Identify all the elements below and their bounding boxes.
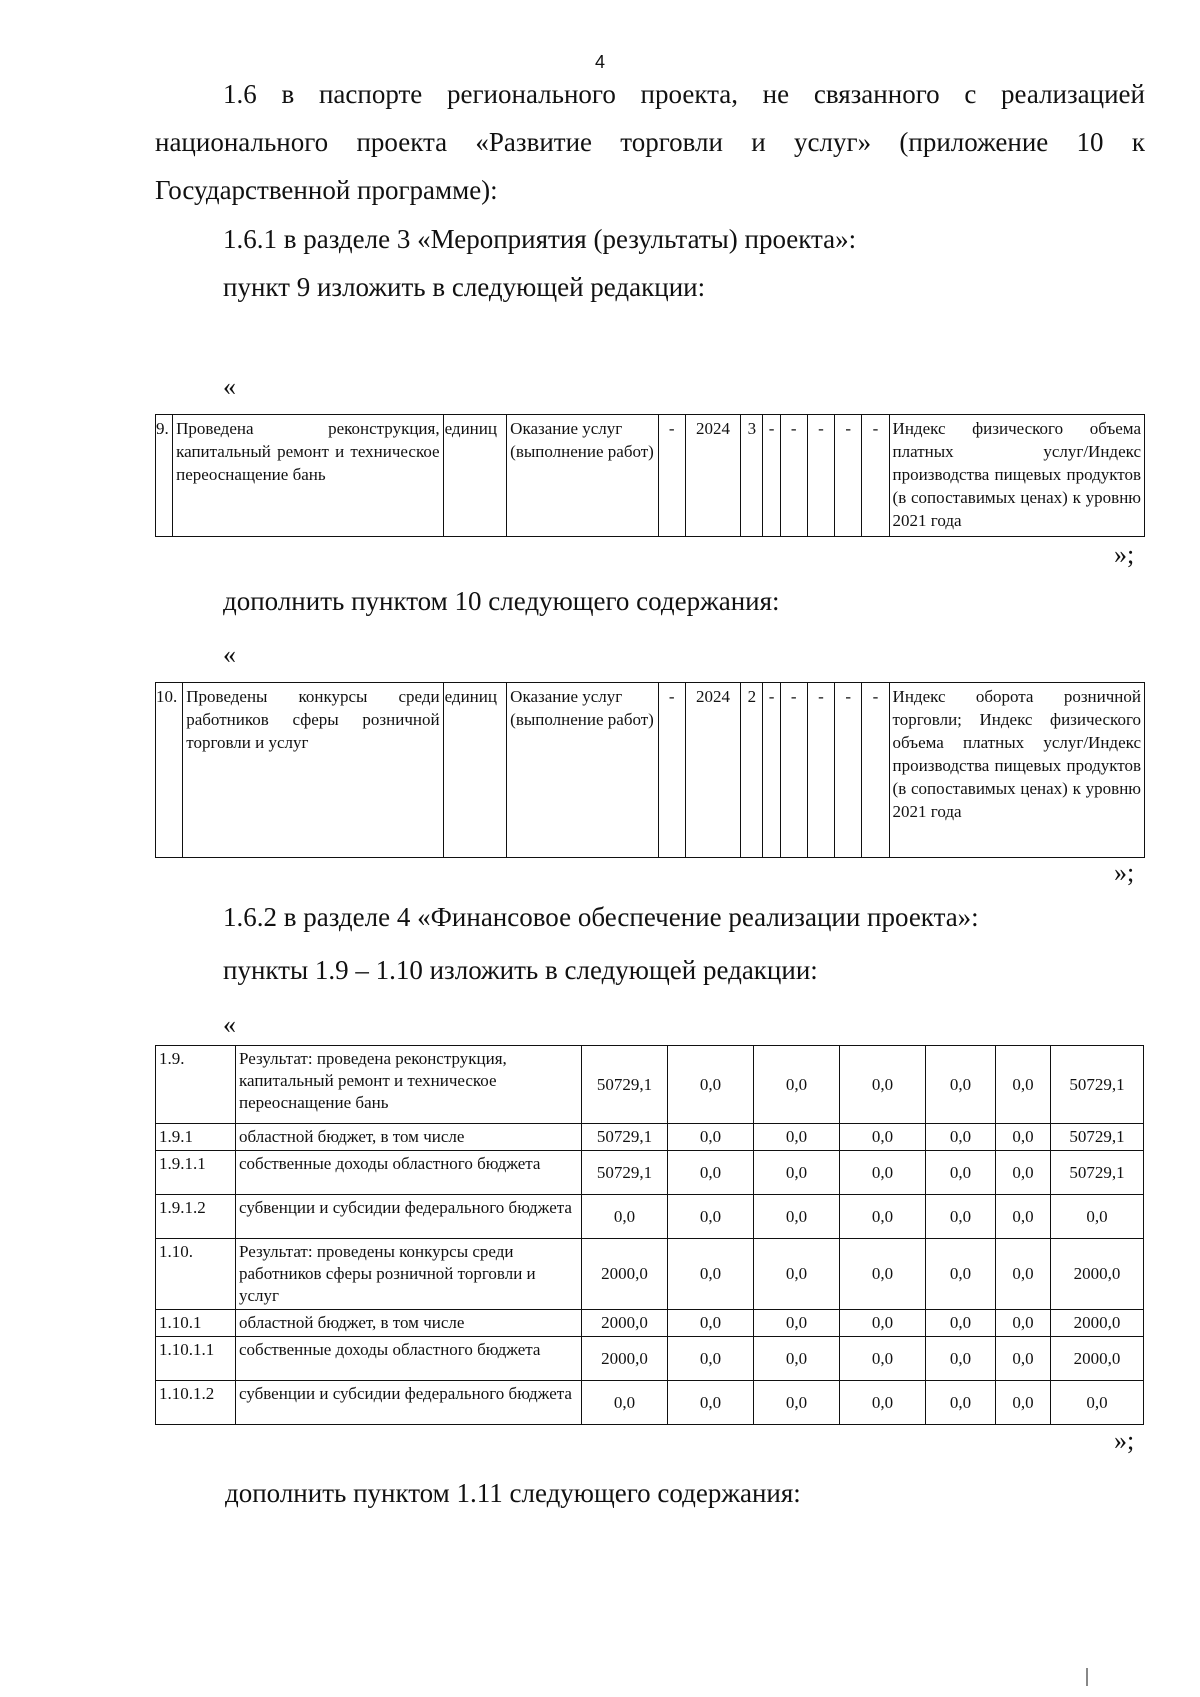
- open-quote-1: «: [223, 372, 236, 401]
- row-name: субвенции и субсидии федерального бюджета: [236, 1195, 582, 1239]
- amount-cell: 0,0: [840, 1046, 926, 1124]
- amount-cell: 2000,0: [1051, 1239, 1144, 1310]
- close-quote-3: »;: [1114, 1426, 1135, 1455]
- row-name: Результат: проведены конкурсы среди работников сферы розничной торговли и услуг: [236, 1239, 582, 1310]
- row-code: 1.9.1: [156, 1124, 236, 1151]
- amount-cell: 0,0: [668, 1124, 754, 1151]
- amount-cell: 0,0: [668, 1381, 754, 1425]
- finance-table: [155, 1045, 1144, 1425]
- amount-cell: 2000,0: [1051, 1310, 1144, 1337]
- target-value: 2: [741, 683, 763, 858]
- row-code: 1.9.: [156, 1046, 236, 1124]
- amount-cell: 0,0: [668, 1195, 754, 1239]
- amount-cell: 0,0: [996, 1381, 1051, 1425]
- dash-cell: -: [780, 683, 807, 858]
- amount-cell: 0,0: [926, 1310, 996, 1337]
- table-row: [156, 1239, 1144, 1310]
- row-name: областной бюджет, в том числе: [236, 1124, 582, 1151]
- table-row: [156, 1381, 1144, 1425]
- results-table-item-10: [155, 682, 1145, 858]
- amount-cell: 0,0: [926, 1151, 996, 1195]
- open-quote-2: «: [223, 640, 236, 669]
- amount-cell: 0,0: [1051, 1381, 1144, 1425]
- amount-cell: 0,0: [840, 1310, 926, 1337]
- amount-cell: 0,0: [840, 1337, 926, 1381]
- row-code: 1.10.1.1: [156, 1337, 236, 1381]
- dash-cell: -: [835, 683, 862, 858]
- paragraph-1-6-1: 1.6.1 в разделе 3 «Мероприятия (результаты) проекта»:: [223, 224, 857, 254]
- amount-cell: 0,0: [754, 1046, 840, 1124]
- row-name: собственные доходы областного бюджета: [236, 1337, 582, 1381]
- row-number: 10.: [156, 683, 183, 858]
- table-row: [156, 1046, 1144, 1124]
- amount-cell: 0,0: [926, 1337, 996, 1381]
- amount-cell: 0,0: [754, 1151, 840, 1195]
- row-name: областной бюджет, в том числе: [236, 1310, 582, 1337]
- amount-cell: 2000,0: [582, 1239, 668, 1310]
- amount-cell: 0,0: [996, 1124, 1051, 1151]
- dash-cell: -: [780, 415, 807, 537]
- dash-cell: -: [835, 415, 862, 537]
- table-row: [156, 1310, 1144, 1337]
- result-type: Оказание услуг (выполнение работ): [507, 683, 658, 858]
- page-number: 4: [594, 52, 605, 72]
- amount-cell: 0,0: [926, 1124, 996, 1151]
- amount-cell: 0,0: [668, 1239, 754, 1310]
- row-number: 9.: [156, 415, 173, 537]
- paragraph-items-1-9-1-10-intro: пункты 1.9 – 1.10 изложить в следующей редакции:: [223, 955, 818, 985]
- paragraph-item-1-11-intro: дополнить пунктом 1.11 следующего содержания:: [225, 1478, 801, 1508]
- amount-cell: 50729,1: [582, 1151, 668, 1195]
- row-code: 1.9.1.2: [156, 1195, 236, 1239]
- paragraph-1-6: 1.6 в паспорте регионального проекта, не связанного с реализацией национального проекта «Развитие торговли и услуг» (приложение 10 к Государственной программе):: [155, 79, 1145, 205]
- base-value: -: [658, 415, 685, 537]
- result-type: Оказание услуг (выполнение работ): [507, 415, 658, 537]
- indicator-link: Индекс оборота розничной торговли; Индекс физического объема платных услуг/Индекс производства пищевых продуктов (в сопоставимых ценах) к уровню 2021 года: [889, 683, 1144, 858]
- amount-cell: 0,0: [754, 1239, 840, 1310]
- row-code: 1.10.1: [156, 1310, 236, 1337]
- amount-cell: 50729,1: [1051, 1124, 1144, 1151]
- unit-of-measure: единиц: [443, 415, 507, 537]
- amount-cell: 0,0: [754, 1310, 840, 1337]
- table-row: [156, 1151, 1144, 1195]
- close-quote-2: »;: [1114, 858, 1135, 887]
- base-value: -: [658, 683, 685, 858]
- amount-cell: 0,0: [754, 1381, 840, 1425]
- row-code: 1.10.1.2: [156, 1381, 236, 1425]
- amount-cell: 0,0: [996, 1337, 1051, 1381]
- dash-cell: -: [763, 415, 780, 537]
- dash-cell: -: [763, 683, 780, 858]
- amount-cell: 0,0: [840, 1124, 926, 1151]
- amount-cell: 0,0: [996, 1239, 1051, 1310]
- table-row: [156, 1124, 1144, 1151]
- amount-cell: 50729,1: [582, 1124, 668, 1151]
- amount-cell: 0,0: [1051, 1195, 1144, 1239]
- year: 2024: [685, 683, 741, 858]
- amount-cell: 0,0: [996, 1151, 1051, 1195]
- row-code: 1.9.1.1: [156, 1151, 236, 1195]
- amount-cell: 0,0: [754, 1195, 840, 1239]
- scan-edge-mark: [1086, 1668, 1088, 1686]
- table-row: [156, 1337, 1144, 1381]
- amount-cell: 0,0: [996, 1046, 1051, 1124]
- amount-cell: 50729,1: [1051, 1151, 1144, 1195]
- amount-cell: 0,0: [926, 1381, 996, 1425]
- amount-cell: 0,0: [582, 1195, 668, 1239]
- dash-cell: -: [807, 415, 834, 537]
- dash-cell: -: [862, 415, 889, 537]
- amount-cell: 0,0: [754, 1337, 840, 1381]
- amount-cell: 2000,0: [582, 1310, 668, 1337]
- close-quote-1: »;: [1114, 540, 1135, 569]
- amount-cell: 0,0: [840, 1151, 926, 1195]
- amount-cell: 0,0: [926, 1239, 996, 1310]
- amount-cell: 0,0: [668, 1151, 754, 1195]
- row-name: субвенции и субсидии федерального бюджета: [236, 1381, 582, 1425]
- indicator-link: Индекс физического объема платных услуг/Индекс производства пищевых продуктов (в сопоставимых ценах) к уровню 2021 года: [889, 415, 1144, 537]
- amount-cell: 2000,0: [582, 1337, 668, 1381]
- row-name: собственные доходы областного бюджета: [236, 1151, 582, 1195]
- amount-cell: 0,0: [840, 1239, 926, 1310]
- dash-cell: -: [862, 683, 889, 858]
- unit-of-measure: единиц: [443, 683, 507, 858]
- paragraph-item-10-intro: дополнить пунктом 10 следующего содержания:: [223, 586, 780, 616]
- amount-cell: 2000,0: [1051, 1337, 1144, 1381]
- results-table-item-9: [155, 414, 1145, 537]
- amount-cell: 0,0: [926, 1195, 996, 1239]
- year: 2024: [685, 415, 741, 537]
- paragraph-item-9-intro: пункт 9 изложить в следующей редакции:: [223, 272, 706, 302]
- amount-cell: 0,0: [582, 1381, 668, 1425]
- amount-cell: 0,0: [668, 1046, 754, 1124]
- amount-cell: 50729,1: [582, 1046, 668, 1124]
- result-name: Проведена реконструкция, капитальный ремонт и техническое переоснащение бань: [173, 415, 443, 537]
- amount-cell: 50729,1: [1051, 1046, 1144, 1124]
- amount-cell: 0,0: [926, 1046, 996, 1124]
- amount-cell: 0,0: [996, 1310, 1051, 1337]
- table-row: [156, 1195, 1144, 1239]
- row-code: 1.10.: [156, 1239, 236, 1310]
- row-name: Результат: проведена реконструкция, капитальный ремонт и техническое переоснащение бань: [236, 1046, 582, 1124]
- target-value: 3: [741, 415, 763, 537]
- amount-cell: 0,0: [840, 1381, 926, 1425]
- amount-cell: 0,0: [996, 1195, 1051, 1239]
- amount-cell: 0,0: [668, 1337, 754, 1381]
- open-quote-3: «: [223, 1010, 236, 1039]
- amount-cell: 0,0: [840, 1195, 926, 1239]
- dash-cell: -: [807, 683, 834, 858]
- amount-cell: 0,0: [754, 1124, 840, 1151]
- result-name: Проведены конкурсы среди работников сферы розничной торговли и услуг: [183, 683, 443, 858]
- table-row: [156, 415, 1145, 537]
- paragraph-1-6-2: 1.6.2 в разделе 4 «Финансовое обеспечение реализации проекта»:: [223, 902, 979, 932]
- table-row: [156, 683, 1145, 858]
- amount-cell: 0,0: [668, 1310, 754, 1337]
